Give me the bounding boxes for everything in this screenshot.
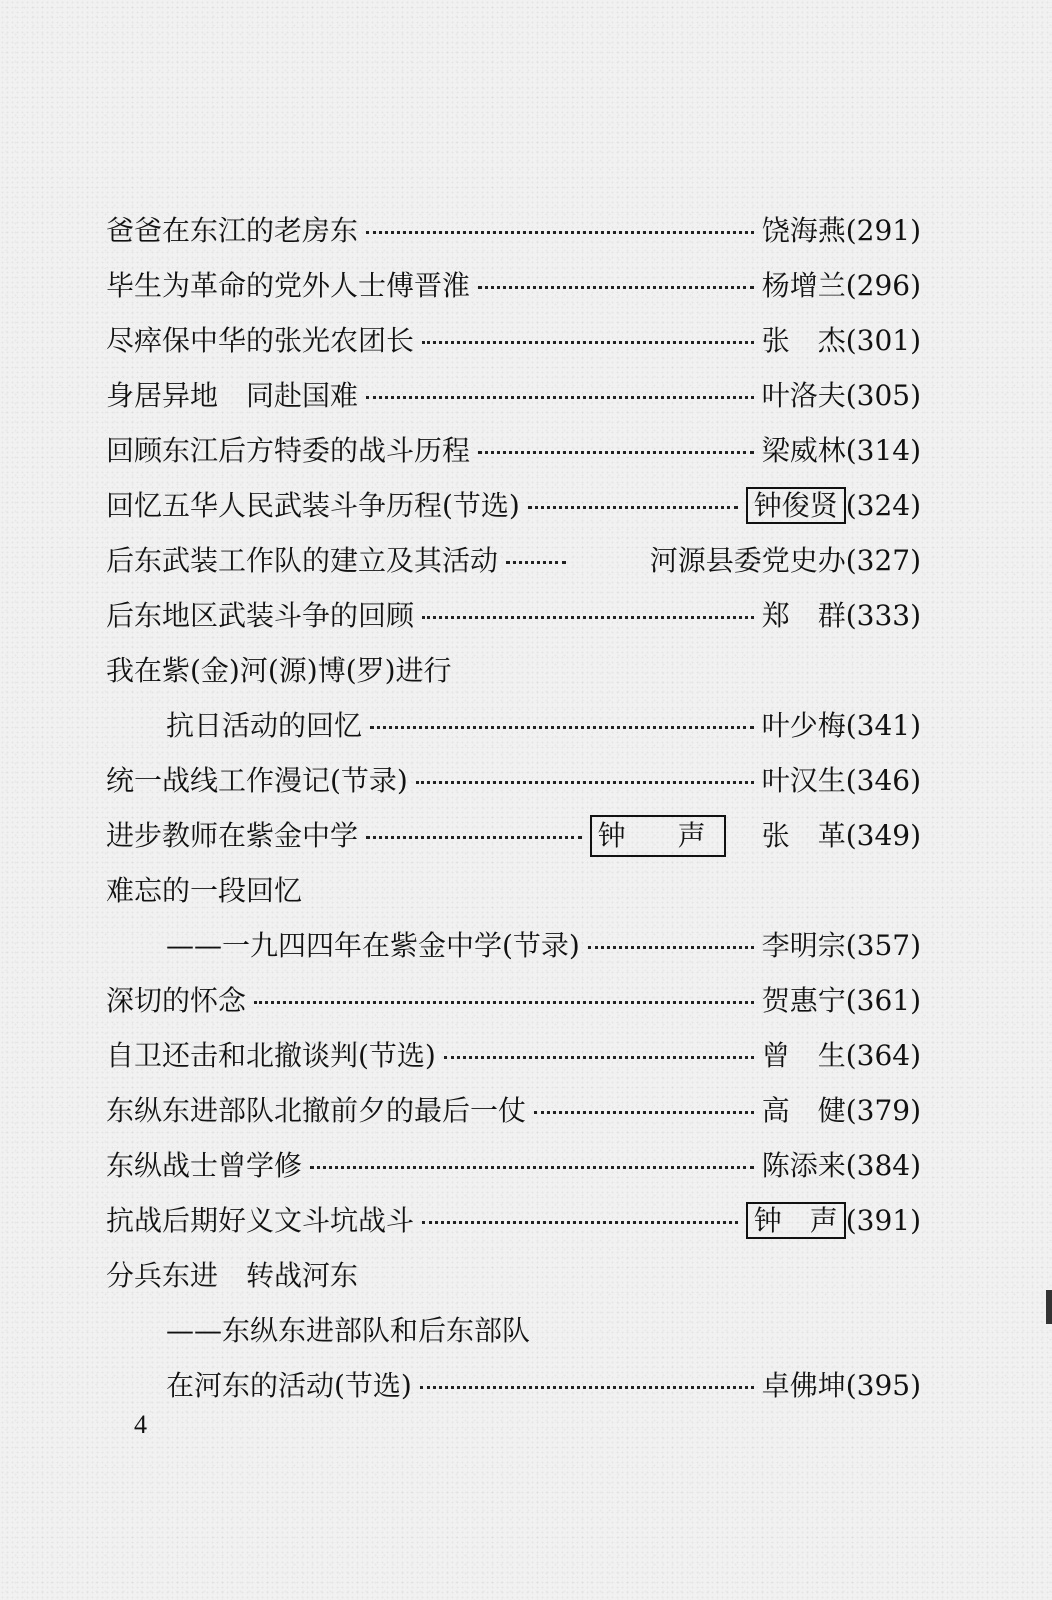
entry-title: 爸爸在东江的老房东 bbox=[106, 213, 359, 247]
entry-author: 李明宗 bbox=[761, 928, 846, 962]
entry-title: 后东地区武装斗争的回顾 bbox=[106, 598, 415, 632]
entry-author: 张 杰 bbox=[761, 323, 846, 357]
entry-page: (324) bbox=[845, 488, 921, 522]
entry-page: (384) bbox=[845, 1148, 921, 1182]
entry-page: (391) bbox=[845, 1203, 921, 1237]
dot-leader bbox=[422, 616, 754, 619]
entry-title: 在河东的活动(节选) bbox=[166, 1368, 412, 1402]
entry-author-boxed: 钟 声 bbox=[746, 1202, 846, 1239]
entry-page: (291) bbox=[845, 213, 921, 247]
toc-entry bbox=[106, 203, 921, 258]
entry-author: 张 革 bbox=[761, 818, 846, 852]
dot-leader bbox=[420, 1386, 754, 1389]
dot-leader bbox=[422, 1221, 738, 1224]
entry-title: 统一战线工作漫记(节录) bbox=[106, 763, 408, 797]
toc-entry bbox=[106, 1083, 921, 1138]
entry-title: 东纵东进部队北撤前夕的最后一仗 bbox=[106, 1093, 527, 1127]
entry-author: 杨增兰 bbox=[761, 268, 846, 302]
entry-author: 叶汉生 bbox=[761, 763, 846, 797]
toc-entry bbox=[106, 1248, 921, 1303]
toc-entry bbox=[106, 533, 921, 588]
toc-entry bbox=[106, 698, 921, 753]
entry-page: (296) bbox=[845, 268, 921, 302]
entry-author: 叶洛夫 bbox=[761, 378, 846, 412]
dot-leader bbox=[366, 396, 754, 399]
entry-author: 郑 群 bbox=[761, 598, 846, 632]
dot-leader bbox=[310, 1166, 754, 1169]
entry-page: (333) bbox=[845, 598, 921, 632]
table-of-contents bbox=[106, 203, 921, 1413]
entry-author: 叶少梅 bbox=[761, 708, 846, 742]
toc-entry bbox=[106, 313, 921, 368]
entry-page: (364) bbox=[845, 1038, 921, 1072]
entry-title: 后东武装工作队的建立及其活动 bbox=[106, 543, 499, 577]
entry-author-boxed: 钟俊贤 bbox=[746, 487, 846, 524]
entry-title: 抗日活动的回忆 bbox=[166, 708, 363, 742]
toc-entry bbox=[106, 808, 921, 863]
dot-leader bbox=[528, 506, 738, 509]
entry-title: 我在紫(金)河(源)博(罗)进行 bbox=[106, 653, 452, 687]
entry-title: 尽瘁保中华的张光农团长 bbox=[106, 323, 415, 357]
toc-entry bbox=[106, 423, 921, 478]
entry-author: 河源县委党史办 bbox=[649, 543, 846, 577]
toc-entry bbox=[106, 918, 921, 973]
entry-title: 抗战后期好义文斗坑战斗 bbox=[106, 1203, 415, 1237]
dot-leader bbox=[366, 231, 754, 234]
entry-author: 卓佛坤 bbox=[761, 1368, 846, 1402]
dot-leader bbox=[478, 286, 754, 289]
entry-title: 身居异地 同赴国难 bbox=[106, 378, 359, 412]
entry-page: (395) bbox=[845, 1368, 921, 1402]
entry-author: 贺惠宁 bbox=[761, 983, 846, 1017]
entry-page: (341) bbox=[845, 708, 921, 742]
entry-page: (314) bbox=[845, 433, 921, 467]
entry-title: 回忆五华人民武装斗争历程(节选) bbox=[106, 488, 520, 522]
entry-title: 回顾东江后方特委的战斗历程 bbox=[106, 433, 471, 467]
toc-entry bbox=[106, 1358, 921, 1413]
page-number: 4 bbox=[134, 1410, 147, 1439]
entry-author: 高 健 bbox=[761, 1093, 846, 1127]
entry-title: 深切的怀念 bbox=[106, 983, 247, 1017]
entry-page: (379) bbox=[845, 1093, 921, 1127]
toc-entry bbox=[106, 973, 921, 1028]
dot-leader bbox=[422, 341, 754, 344]
entry-author: 曾 生 bbox=[761, 1038, 846, 1072]
dot-leader bbox=[444, 1056, 754, 1059]
dot-leader bbox=[588, 946, 754, 949]
dot-leader bbox=[506, 561, 566, 564]
toc-entry bbox=[106, 1028, 921, 1083]
entry-title: 进步教师在紫金中学 bbox=[106, 818, 359, 852]
toc-entry bbox=[106, 1138, 921, 1193]
entry-title: 难忘的一段回忆 bbox=[106, 873, 303, 907]
entry-page: (346) bbox=[845, 763, 921, 797]
toc-entry bbox=[106, 753, 921, 808]
entry-title: 自卫还击和北撤谈判(节选) bbox=[106, 1038, 436, 1072]
entry-title: 分兵东进 转战河东 bbox=[106, 1258, 359, 1292]
entry-page: (349) bbox=[845, 818, 921, 852]
entry-boxed-name: 钟 声 bbox=[590, 815, 726, 857]
entry-page: (305) bbox=[845, 378, 921, 412]
toc-entry bbox=[106, 368, 921, 423]
entry-page: (301) bbox=[845, 323, 921, 357]
toc-entry bbox=[106, 1303, 921, 1358]
toc-entry bbox=[106, 588, 921, 643]
toc-entry bbox=[106, 258, 921, 313]
entry-title: 东纵战士曾学修 bbox=[106, 1148, 303, 1182]
dot-leader bbox=[478, 451, 754, 454]
dot-leader bbox=[366, 836, 582, 839]
entry-author: 陈添来 bbox=[761, 1148, 846, 1182]
dot-leader bbox=[534, 1111, 754, 1114]
scan-edge-mark bbox=[1046, 1290, 1052, 1324]
entry-title: ——东纵东进部队和后东部队 bbox=[166, 1313, 531, 1347]
entry-page: (361) bbox=[845, 983, 921, 1017]
dot-leader bbox=[370, 726, 754, 729]
entry-author: 梁威林 bbox=[761, 433, 846, 467]
entry-page: (357) bbox=[845, 928, 921, 962]
toc-entry bbox=[106, 1193, 921, 1248]
entry-title: 毕生为革命的党外人士傅晋淮 bbox=[106, 268, 471, 302]
toc-entry bbox=[106, 478, 921, 533]
dot-leader bbox=[254, 1001, 754, 1004]
entry-title: ——一九四四年在紫金中学(节录) bbox=[166, 928, 580, 962]
entry-author: 饶海燕 bbox=[761, 213, 846, 247]
dot-leader bbox=[416, 781, 754, 784]
toc-entry bbox=[106, 643, 921, 698]
entry-page: (327) bbox=[845, 543, 921, 577]
toc-entry bbox=[106, 863, 921, 918]
